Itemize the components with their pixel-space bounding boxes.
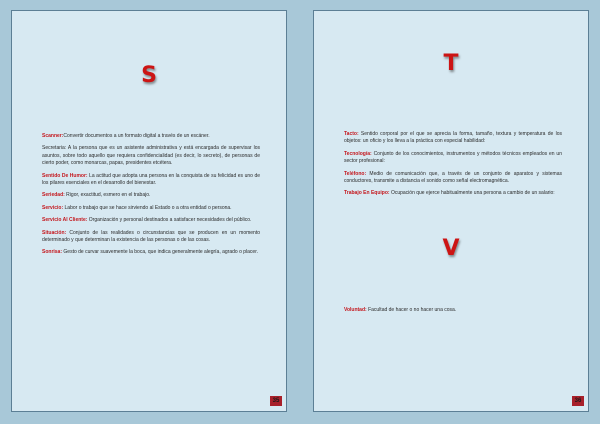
glossary-definition: Ocupación que ejerce habitualmente una persona a cambio de un salario: (389, 190, 555, 197)
glossary-entry (344, 190, 562, 197)
glossary-entry (42, 249, 260, 256)
glossary-definition: Secretaria: A la persona que es un asistente administrativa y está encargada de supervisar los asuntos, sobre todo aquello que requiera confidencialidad (es decir, lo secreto), de personas de cierto poder, como monarcas, papas, presidentes etcétera. (42, 145, 260, 167)
right-page (313, 10, 589, 412)
section-letter-t: T (443, 51, 459, 76)
glossary-definition: Gesto de curvar suavemente la boca, que indica generalmente alegría, agrado o placer. (62, 249, 258, 256)
glossary-term: Voluntad: (344, 307, 367, 313)
glossary-entry (344, 151, 562, 166)
glossary-list-s (42, 133, 260, 262)
section-letter-v: V (442, 236, 460, 261)
glossary-definition: Sentido corporal por el que se aprecia la forma, tamaño, textura y temperatura de los objetos: un oficio y los lleva a la práctica con especial habilidad: (344, 131, 562, 145)
glossary-definition: Facultad de hacer o no hacer una cosa. (366, 307, 457, 313)
glossary-list-v (344, 307, 562, 319)
section-letter-s: S (141, 63, 157, 88)
glossary-definition: Rigor, exactitud, esmero en el trabajo. (64, 192, 151, 199)
glossary-entry (344, 307, 562, 314)
glossary-definition: Medio de comunicación que, a través de un conjunto de aparatos y sistemas conductores, transmite a distancia el sonido como señal electromagnética. (344, 170, 562, 185)
glossary-term: Scanner: (42, 133, 64, 139)
glossary-term: Servicio Al Cliente: (42, 217, 88, 224)
glossary-term: Seriedad: (42, 192, 65, 199)
left-page (11, 10, 287, 412)
glossary-term: Servicio: (42, 204, 64, 211)
glossary-definition: Conjunto de las realidades o circunstancias que se producen en un momento determinado y que determinan la existencia de las personas o de las cosas. (42, 229, 260, 244)
glossary-term: Tecnología: (344, 150, 372, 157)
glossary-entry (344, 131, 562, 146)
glossary-definition: Conjunto de los conocimientos, instrumentos y métodos técnicos empleados en un sector profesional: (344, 150, 562, 165)
glossary-entry (42, 173, 260, 188)
glossary-term: Sentido De Humor: (42, 172, 88, 179)
glossary-entry (344, 171, 562, 186)
glossary-entry (42, 133, 260, 140)
page-number: 35 (270, 396, 282, 406)
glossary-definition: Organización y personal destinados a satisfacer necesidades del público. (87, 217, 252, 224)
glossary-entry (42, 145, 260, 167)
glossary-entry (42, 205, 260, 212)
glossary-definition: Labor o trabajo que se hace sirviendo al Estado o a otra entidad o persona. (63, 204, 232, 211)
glossary-term: Teléfono: (344, 170, 367, 177)
glossary-term: Sonrisa: (42, 249, 63, 256)
glossary-definition: Convertir documentos a un formato digital a través de un escáner. (63, 133, 210, 139)
glossary-entry (42, 230, 260, 245)
glossary-list-t (344, 131, 562, 203)
glossary-entry (42, 217, 260, 224)
glossary-entry (42, 192, 260, 199)
page-number: 36 (572, 396, 584, 406)
glossary-term: Situación: (42, 229, 67, 236)
glossary-definition: La actitud que adopta una persona en la conquista de su felicidad es uno de los pilares esenciales en el desarrollo del bienestar. (42, 172, 261, 187)
glossary-term: Tacto: (344, 131, 359, 137)
glossary-term: Trabajo En Equipo: (344, 190, 390, 197)
